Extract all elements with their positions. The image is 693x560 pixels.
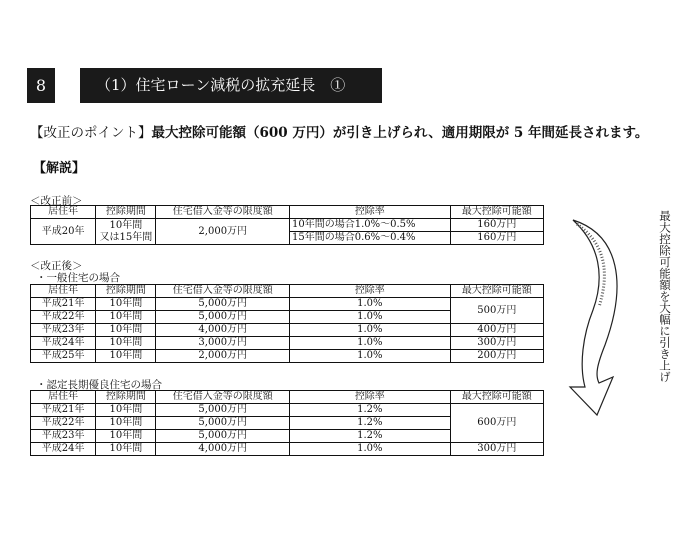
col-header: 控除期間 (96, 206, 156, 219)
general-caption: ・一般住宅の場合 (36, 272, 120, 284)
col-header: 居住年 (31, 391, 96, 404)
table-cell: 1.0% (290, 324, 451, 337)
table-cell: 平成21年 (31, 404, 96, 417)
col-header: 控除率 (290, 285, 451, 298)
table-cell: 10年間 (96, 404, 156, 417)
table-cell: 10年間の場合1.0%～0.5% (290, 219, 451, 232)
table-cell: 1.0% (290, 298, 451, 311)
col-header: 住宅借入金等の限度額 (156, 285, 290, 298)
col-header: 居住年 (31, 285, 96, 298)
table-cell: 2,000万円 (156, 350, 290, 363)
table-cell: 平成24年 (31, 337, 96, 350)
side-note: 最大控除可能額を大幅に引き上げ (658, 210, 672, 383)
table-cell: 200万円 (450, 350, 543, 363)
table-cell: 160万円 (450, 232, 543, 245)
table-cell: 平成22年 (31, 417, 96, 430)
before-caption: ＜改正前＞ (30, 195, 83, 207)
section-title: （1）住宅ローン減税の拡充延長 ① (80, 68, 382, 103)
table-cell: 10年間 (96, 311, 156, 324)
table-cell: 10年間 (96, 298, 156, 311)
table-cell: 5,000万円 (156, 430, 290, 443)
table-cell: 1.0% (290, 443, 451, 456)
table-cell: 1.0% (290, 350, 451, 363)
table-cell: 平成23年 (31, 430, 96, 443)
revision-point (30, 121, 648, 141)
table-cell: 平成25年 (31, 350, 96, 363)
table-cell: 10年間 又は15年間 (96, 219, 156, 245)
table-cell: 3,000万円 (156, 337, 290, 350)
table-cell: 平成22年 (31, 311, 96, 324)
revision-point-label: 【改正のポイント】 (30, 125, 152, 141)
col-header: 居住年 (31, 206, 96, 219)
table-cell: 2,000万円 (156, 219, 290, 245)
table-cell: 10年間 (96, 350, 156, 363)
table-cell: 5,000万円 (156, 417, 290, 430)
table-cell: 300万円 (450, 443, 543, 456)
table-cell: 平成24年 (31, 443, 96, 456)
table-cell: 15年間の場合0.6%～0.4% (290, 232, 451, 245)
table-cell: 160万円 (450, 219, 543, 232)
certified-caption: ・認定長期優良住宅の場合 (36, 379, 162, 391)
certified-table (30, 390, 544, 456)
col-header: 控除率 (290, 391, 451, 404)
curved-arrow-icon (565, 215, 630, 445)
table-cell: 600万円 (450, 404, 543, 443)
col-header: 住宅借入金等の限度額 (156, 206, 290, 219)
table-cell: 10年間 (96, 430, 156, 443)
col-header: 控除期間 (96, 391, 156, 404)
table-cell: 1.0% (290, 337, 451, 350)
revision-point-text: 最大控除可能額（600 万円）が引き上げられ、適用期限が 5 年間延長されます。 (151, 125, 649, 141)
table-cell: 500万円 (450, 298, 543, 324)
table-cell: 1.2% (290, 404, 451, 417)
table-cell: 300万円 (450, 337, 543, 350)
table-cell: 1.0% (290, 311, 451, 324)
table-cell: 10年間 (96, 337, 156, 350)
col-header: 控除率 (290, 206, 451, 219)
table-cell: 4,000万円 (156, 324, 290, 337)
table-cell: 1.2% (290, 417, 451, 430)
table-cell: 4,000万円 (156, 443, 290, 456)
table-cell: 400万円 (450, 324, 543, 337)
table-cell: 平成20年 (31, 219, 96, 245)
after-caption: ＜改正後＞ (30, 260, 83, 272)
table-cell: 10年間 (96, 443, 156, 456)
section-number: 8 (27, 68, 55, 103)
before-table (30, 205, 544, 245)
col-header: 最大控除可能額 (450, 391, 543, 404)
table-cell: 10年間 (96, 324, 156, 337)
col-header: 住宅借入金等の限度額 (156, 391, 290, 404)
col-header: 控除期間 (96, 285, 156, 298)
table-cell: 平成21年 (31, 298, 96, 311)
col-header: 最大控除可能額 (450, 206, 543, 219)
table-cell: 5,000万円 (156, 311, 290, 324)
col-header: 最大控除可能額 (450, 285, 543, 298)
explanation-heading: 【解説】 (33, 161, 86, 176)
table-cell: 1.2% (290, 430, 451, 443)
table-cell: 10年間 (96, 417, 156, 430)
table-cell: 5,000万円 (156, 404, 290, 417)
table-cell: 平成23年 (31, 324, 96, 337)
table-cell: 5,000万円 (156, 298, 290, 311)
general-table (30, 284, 544, 363)
